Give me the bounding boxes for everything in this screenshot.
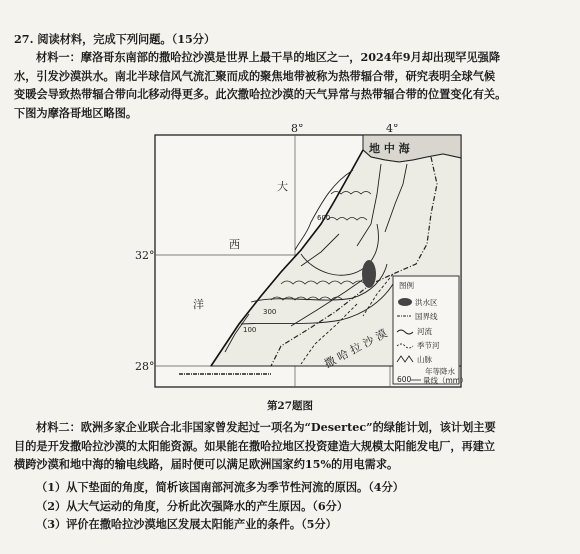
material-one-line: 材料一：摩洛哥东南部的撒哈拉沙漠是世界上最干旱的地区之一，2024年9月却出现罕见强降 — [36, 50, 501, 64]
morocco-map — [131, 124, 471, 414]
legend-item: 河流 — [417, 327, 432, 336]
contour-label: 300 — [263, 308, 277, 316]
flood-area — [362, 260, 376, 288]
figure-caption: 第27题图 — [266, 400, 314, 412]
legend-item: 年等降水 — [425, 367, 455, 376]
material-two-line: 材料二：欧洲多家企业联合北非国家曾发起过一项名为“Desertec”的绿能计划，该计划主要 — [36, 420, 496, 434]
legend-item: 季节河 — [417, 341, 440, 350]
contour-label: 600 — [317, 214, 331, 222]
sub-questions — [14, 478, 570, 534]
lon-label: 8° — [291, 124, 304, 135]
sea-label: 地 中 海 — [369, 142, 410, 155]
contour-label: 100 — [243, 326, 257, 334]
material-two-line: 目的是开发撒哈拉沙漠的太阳能资源。如果能在撒哈拉地区投资建造大规模太阳能发电厂，再建立 — [14, 438, 496, 453]
sub-question: （1）从下垫面的角度，简析该国南部河流多为季节性河流的原因。（4分） — [36, 480, 404, 494]
legend-title: 图例 — [399, 281, 414, 290]
sub-question: （3）评价在撒哈拉沙漠地区发展太阳能产业的条件。（5分） — [36, 517, 337, 532]
legend-item: 山脉 — [417, 355, 432, 364]
legend-item: 洪水区 — [415, 298, 438, 307]
morocco-map-figure — [131, 124, 471, 414]
material-one-line: 水，引发沙漠洪水。南北半球信风气流汇聚而成的聚焦地带被称为热带辐合带，研究表明全球气候 — [14, 68, 496, 83]
map-legend — [393, 276, 468, 385]
ocean-label-char: 洋 — [193, 298, 204, 311]
ocean-label-char: 西 — [229, 238, 240, 251]
question-header — [14, 30, 570, 49]
lon-label: 4° — [386, 124, 399, 135]
material-one-line: 下图为摩洛哥地区略图。 — [14, 105, 138, 120]
material-one — [14, 48, 570, 122]
desert-label: 撒 哈 拉 沙 漠 — [322, 326, 390, 371]
lat-label: 28° — [135, 360, 155, 373]
legend-isohyet-sample: 600 — [397, 375, 412, 384]
legend-item: 量线（mm） — [423, 376, 468, 385]
material-two-line: 横跨沙漠和地中海的输电线路，届时便可以满足欧洲国家约15%的用电需求。 — [14, 457, 399, 472]
question-title: 27. 阅读材料，完成下列问题。（15分） — [14, 32, 216, 46]
material-one-line: 变暖会导致热带辐合带向北移动得更多。此次撒哈拉沙漠的天气异常与热带辐合带的位置变化有关。 — [14, 87, 507, 102]
legend-item: 国界线 — [415, 312, 438, 321]
sub-question: （2）从大气运动的角度，分析此次强降水的产生原因。（6分） — [36, 498, 349, 513]
material-two — [14, 418, 570, 474]
lat-label: 32° — [135, 249, 155, 262]
ocean-label-char: 大 — [277, 180, 288, 193]
